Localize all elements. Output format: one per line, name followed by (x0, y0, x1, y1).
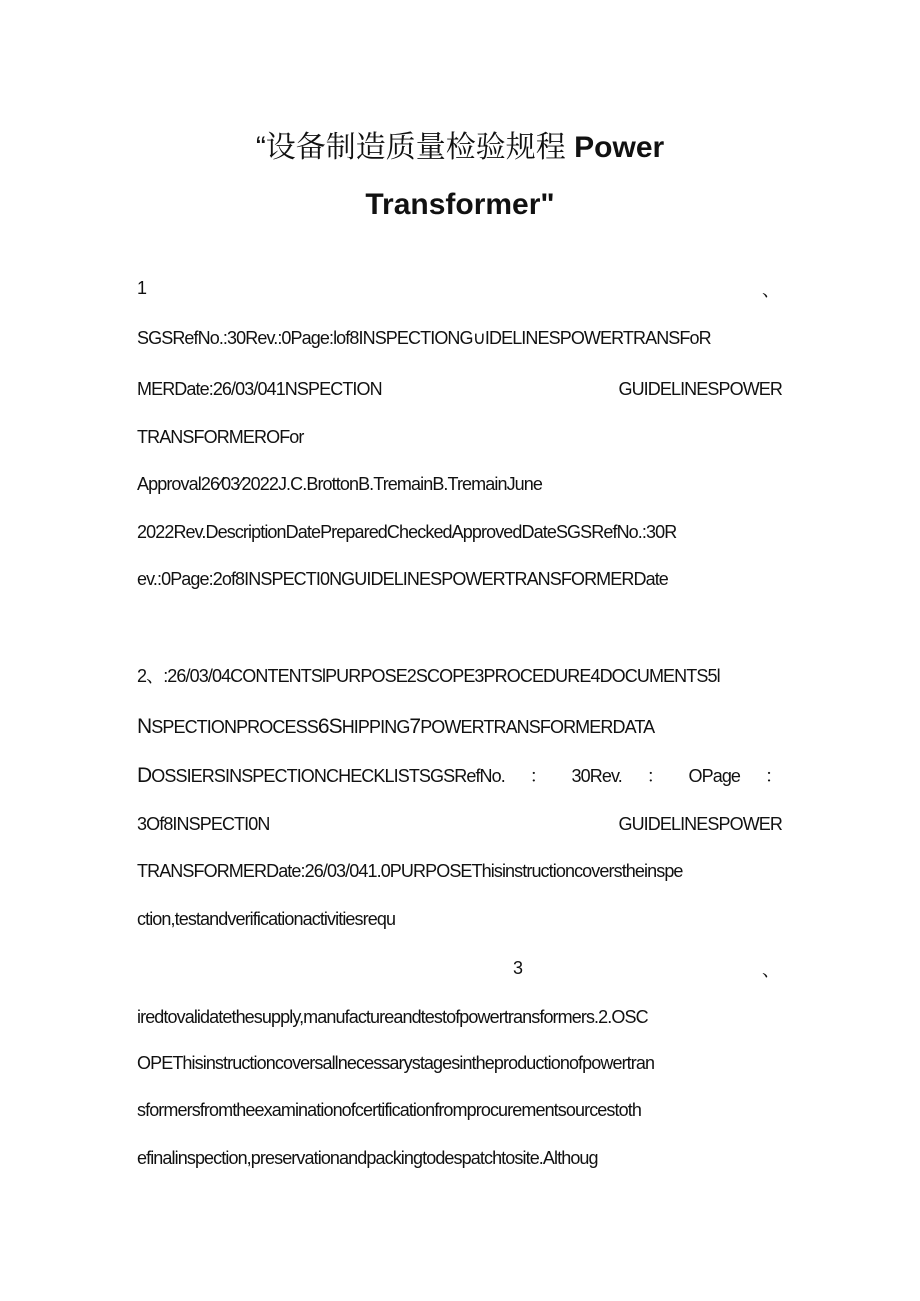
title-latin: Power (574, 131, 665, 164)
text-line-10-left: 3Of8INSPECTI0N (137, 814, 270, 834)
text-line-8-part-1: SPECTIONPROCESS (151, 717, 318, 737)
text-line-2-left: MERDate:26/03/041NSPECTION (137, 379, 382, 399)
text-line-12: ction,testandverificationactivitiesrequ (137, 909, 396, 929)
block-3-number: 3 (513, 958, 524, 978)
text-line-15: sformersfromtheexaminationofcertificationfromprocurementsourcestoth (137, 1100, 641, 1120)
text-line-3: TRANSFORMEROFor (137, 427, 304, 447)
text-line-9-text-a: OSSIERSINSPECTIONCHECKLISTSGSRefNo. (151, 766, 505, 786)
text-line-9-page: OPage (688, 766, 741, 786)
text-line-10 (137, 811, 782, 837)
text-line-9 (137, 763, 782, 789)
text-line-9-rev: 30Rev. (571, 766, 622, 786)
document-title-line-1 (0, 128, 920, 168)
block-1-number: 1 (137, 278, 148, 298)
text-line-9-part-a (137, 763, 505, 789)
text-line-6: ev.:0Page:2of8INSPECTI0NGUIDELINESPOWERTRANSFORMERDate (137, 569, 668, 589)
text-line-5: 2022Rev.DescriptionDatePreparedCheckedApprovedDateSGSRefNo.:30R (137, 522, 677, 542)
text-line-9-cap-d: D (137, 764, 152, 787)
text-line-8 (137, 714, 782, 740)
text-line-11: TRANSFORMERDate:26/03/041.0PURPOSEThisinstructioncoverstheinspe (137, 861, 683, 881)
text-line-9-colon-1: ： (529, 766, 547, 786)
text-line-2 (137, 376, 782, 402)
block-3-mark: 、 (762, 960, 780, 980)
text-line-8-cap-7: 7 (409, 715, 421, 738)
text-line-8-cap-n: N (137, 715, 152, 738)
text-line-8-part-3: POWERTRANSFORMERDATA (420, 717, 655, 737)
text-line-4: Approval26⁄03⁄2022J.C.BrottonB.TremainB.TremainJune (137, 474, 543, 494)
title-cjk: “设备制造质量检验规程 (255, 131, 566, 164)
text-line-13: iredtovalidatethesupply,manufactureandtestofpowertransformers.2.OSC (137, 1007, 648, 1027)
text-line-9-colon-2: ： (646, 766, 664, 786)
text-line-7: 2、:26/03/04CONTENTSlPURPOSE2SCOPE3PROCEDURE4DOCUMENTS5l (137, 666, 720, 686)
text-line-9-colon-3: ： (764, 766, 782, 786)
text-line-14: OPEThisinstructioncoversallnecessarystagesintheproductionofpowertran (137, 1053, 655, 1073)
text-line-8-part-2: HIPPING (341, 717, 410, 737)
document-title-line-2: Transformer" (365, 188, 555, 221)
text-line-16: efinalinspection,preservationandpackingtodespatchtosite.Althoug (137, 1148, 598, 1168)
block-1-mark: 、 (762, 280, 780, 300)
text-line-1: SGSRefNo.:30Rev.:0Page:lof8INSPECTIONG∪IDELINESPOWERTRANSFoR (137, 328, 711, 348)
text-line-10-right: GUIDELINESPOWER (618, 814, 782, 834)
text-line-2-right: GUIDELINESPOWER (618, 379, 782, 399)
text-line-8-cap-6s: 6S (317, 715, 342, 738)
